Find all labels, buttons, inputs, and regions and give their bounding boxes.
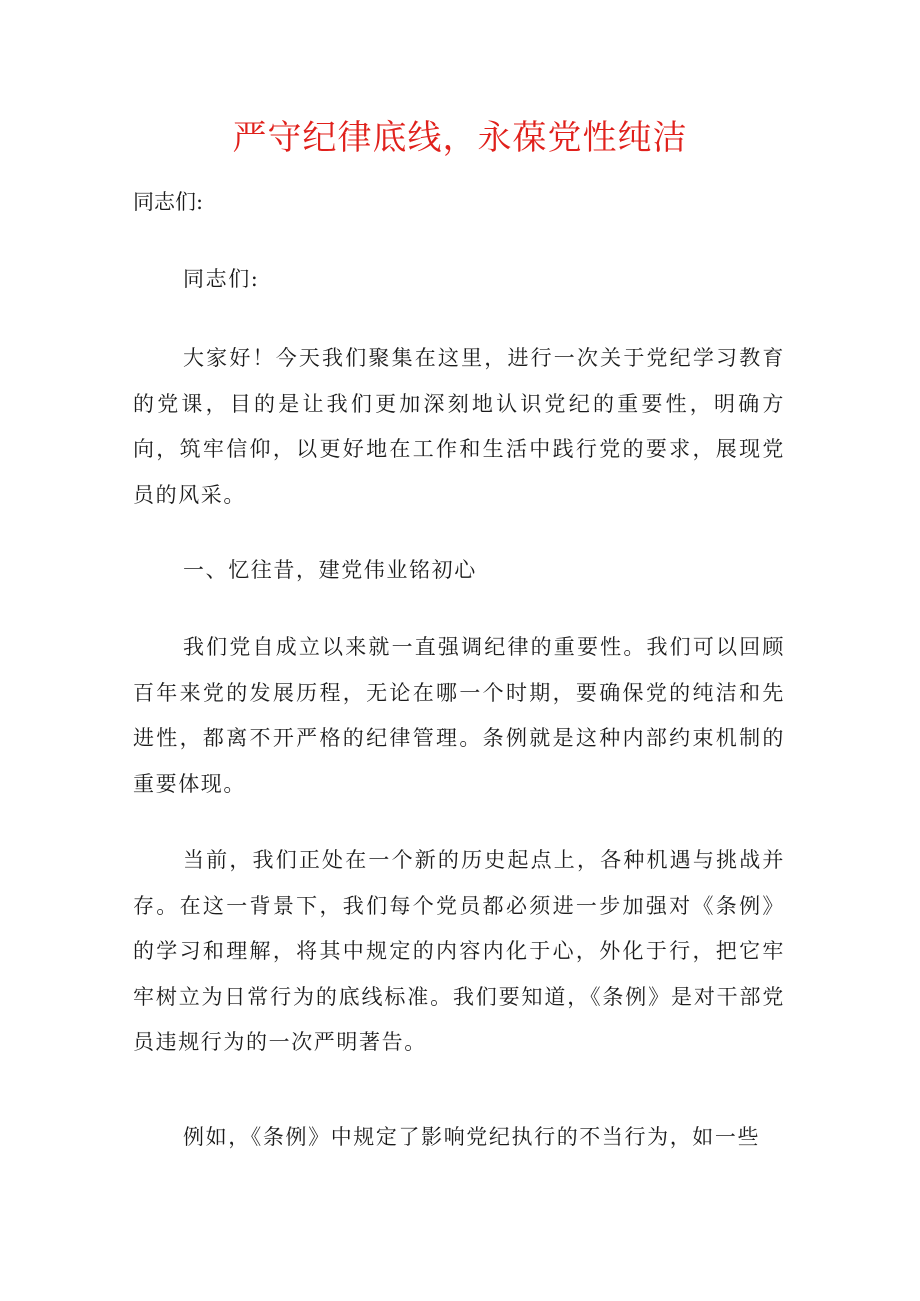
document-title: 严守纪律底线，永葆党性纯洁: [232, 118, 688, 158]
paragraph-greeting: 大家好！今天我们聚集在这里，进行一次关于党纪学习教育的党课，目的是让我们更加深刻地认识党纪的重要性，明确方向，筑牢信仰，以更好地在工作和生活中践行党的要求，展现党员的风采。: [133, 346, 785, 507]
section-heading-1: 一、忆往昔，建党伟业铭初心: [183, 558, 477, 582]
paragraph-current: 当前，我们正处在一个新的历史起点上，各种机遇与挑战并存。在这一背景下，我们每个党员都必须进一步加强对《条例》的学习和理解，将其中规定的内容内化于心，外化于行，把它牢牢树立为日常行为的底线标准。我们要知道，《条例》是对干部党员违规行为的一次严明著告。: [133, 848, 785, 1054]
paragraph-example: 例如，《条例》中规定了影响党纪执行的不当行为，如一些: [183, 1125, 761, 1149]
paragraph-history: 我们党自成立以来就一直强调纪律的重要性。我们可以回顾百年来党的发展历程，无论在哪一个时期，要确保党的纯洁和先进性，都离不开严格的纪律管理。条例就是这种内部约束机制的重要体现。: [133, 635, 785, 796]
salutation: 同志们:: [133, 190, 204, 214]
paragraph-salutation: 同志们:: [183, 267, 260, 291]
